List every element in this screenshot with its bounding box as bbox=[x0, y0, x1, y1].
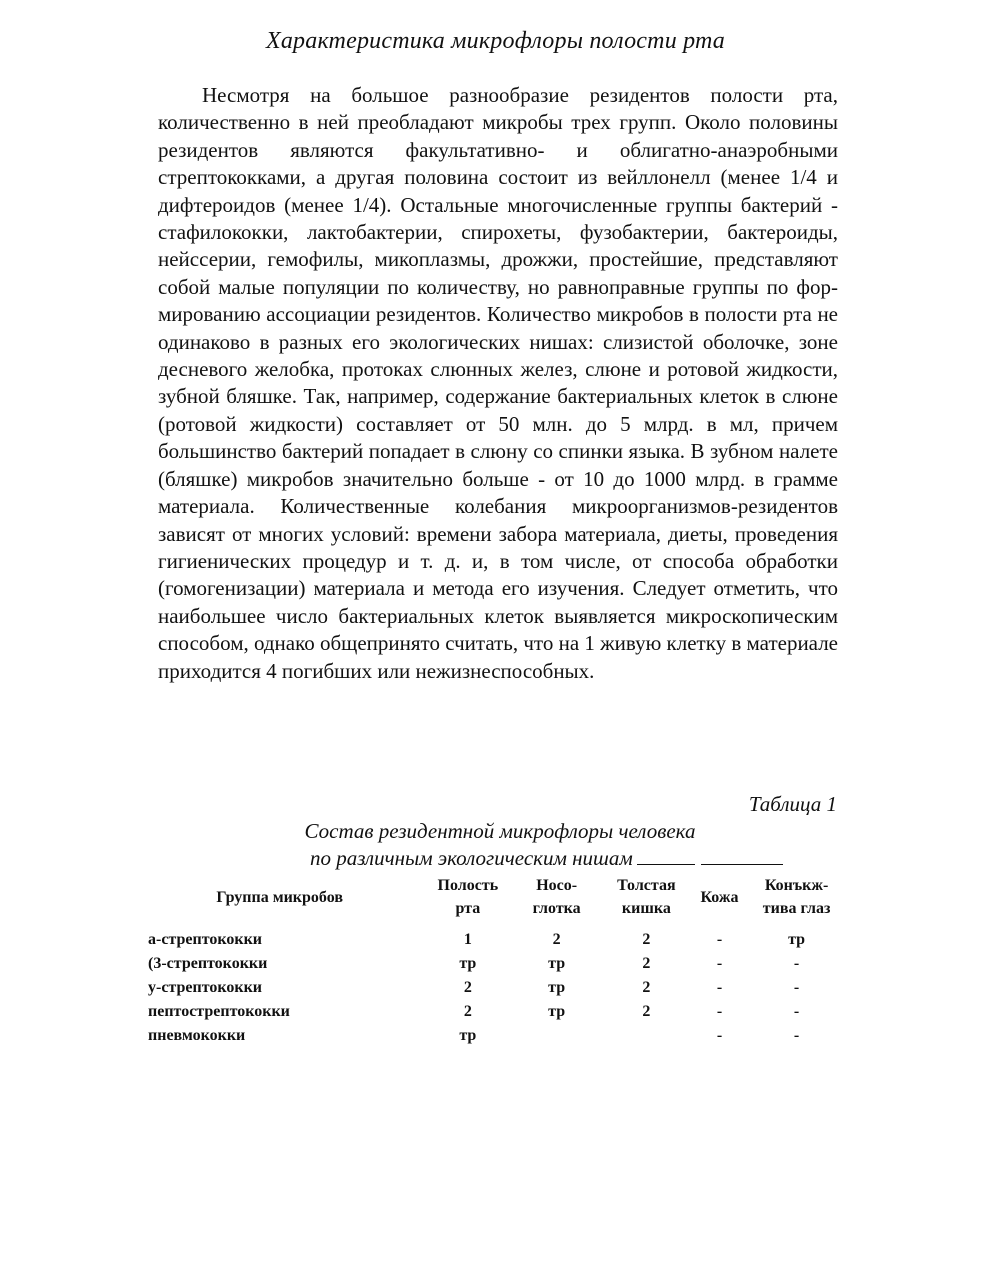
cell-skin: - bbox=[716, 1003, 723, 1020]
cell-conj: - bbox=[793, 1003, 800, 1020]
table-title-line-2 bbox=[310, 845, 783, 871]
cell-mouth: 2 bbox=[463, 1003, 472, 1020]
cell-naso: тр bbox=[548, 955, 566, 972]
page-heading: Характеристика микрофлоры полости рта bbox=[265, 28, 726, 54]
table-row bbox=[146, 928, 846, 952]
cell-mouth: 2 bbox=[463, 979, 472, 996]
title-underline bbox=[701, 846, 783, 865]
title-underline bbox=[637, 846, 695, 865]
header-naso-line-2: глотка bbox=[532, 900, 581, 917]
header-conj-line-2: тива глаз bbox=[762, 900, 831, 917]
body-paragraph: Несмотря на большое разнообразие резидентов полости рта, количественно в ней преобладают микробы трех групп. Около половины резидентов являются факультативно- и облигатно-анаэробными стрептококками, а другая половина состоит из вейллонелл (менее 1/4 и дифтероидов (менее 1/4). Остальные многочисленные группы бактерий - стафилококки, лактобактерии, спирохеты, фузобактерии, бактероиды, нейссерии, гемофилы, микоплазмы, дрожжи, простейшие, представляют собой малые популяции по количеству, но равноправные группы по формированию ассоциации резидентов. Количество микробов в полости рта не одинаково в разных его экологических нишах: слизистой оболочке, зоне десневого желобка, протоках слюнных желез, слюне и ротовой жидкости, зубной бляшке. Так, например, содержание бактериальных клеток в слюне (ротовой жидкости) составляет от 50 млн. до 5 млрд. в мл, причем большинство бактерий попадает в слюну со спинки языка. В зубном налете (бляшке) микробов значительно больше - от 10 до 1000 млрд. в грамме материала. Количественные колебания микроорганизмов-резидентов зависят от многих условий: времени забора материала, диеты, проведения гигиенических процедур и т. д. и, в том числе, от способа обработки (гомогенизации) материала и метода его изучения. Следует отметить, что наибольшее число бактериальных клеток выявляется микроскопическим способом, однако общепринято считать, что на 1 живую клетку в материале приходится 4 погибших или нежизнеспособных. bbox=[158, 83, 838, 683]
header-mouth-line-1: Полость bbox=[437, 877, 499, 894]
table-number: Таблица 1 bbox=[748, 792, 837, 816]
table-header-row bbox=[146, 870, 846, 928]
header-colon-line-1: Толстая bbox=[617, 877, 676, 894]
cell-conj: тр bbox=[788, 931, 806, 948]
cell-mouth: тр bbox=[459, 1027, 477, 1044]
cell-naso: тр bbox=[548, 1003, 566, 1020]
cell-mouth: 1 bbox=[463, 931, 472, 948]
row-name: пневмококки bbox=[148, 1027, 246, 1044]
cell-naso: 2 bbox=[552, 931, 561, 948]
row-name: у-стрептококки bbox=[148, 979, 263, 996]
row-name: пептострептококки bbox=[148, 1003, 290, 1020]
cell-colon: 2 bbox=[642, 931, 651, 948]
table-title-line-1: Состав резидентной микрофлоры человека bbox=[304, 819, 696, 843]
cell-mouth: тр bbox=[459, 955, 477, 972]
header-naso-line-1: Носо- bbox=[536, 877, 578, 894]
table-row bbox=[146, 952, 846, 976]
table-row bbox=[146, 976, 846, 1000]
cell-conj: - bbox=[793, 1027, 800, 1044]
header-colon-line-2: кишка bbox=[621, 900, 671, 917]
cell-naso bbox=[512, 1024, 601, 1048]
cell-skin: - bbox=[716, 931, 723, 948]
cell-conj: - bbox=[793, 979, 800, 996]
table-row bbox=[146, 1000, 846, 1024]
cell-skin: - bbox=[716, 1027, 723, 1044]
header-nasopharynx bbox=[512, 870, 601, 928]
cell-skin: - bbox=[716, 979, 723, 996]
table-title-line-2-text: по различным экологическим нишам bbox=[310, 846, 633, 870]
header-group: Группа микробов bbox=[216, 888, 343, 906]
cell-colon: 2 bbox=[642, 979, 651, 996]
header-conj-line-1: Конъкж- bbox=[764, 877, 829, 894]
cell-naso: тр bbox=[548, 979, 566, 996]
microflora-table bbox=[146, 870, 846, 1048]
row-name: (3-стрептококки bbox=[148, 955, 268, 972]
header-skin: Кожа bbox=[700, 888, 739, 906]
cell-colon: 2 bbox=[642, 1003, 651, 1020]
header-colon bbox=[601, 870, 692, 928]
cell-conj: - bbox=[793, 955, 800, 972]
cell-colon bbox=[601, 1024, 692, 1048]
header-mouth bbox=[423, 870, 512, 928]
header-mouth-line-2: рта bbox=[455, 900, 481, 917]
table-row bbox=[146, 1024, 846, 1048]
cell-skin: - bbox=[716, 955, 723, 972]
cell-colon: 2 bbox=[642, 955, 651, 972]
header-conjunctiva bbox=[747, 870, 846, 928]
row-name: а-стрептококки bbox=[148, 931, 263, 948]
